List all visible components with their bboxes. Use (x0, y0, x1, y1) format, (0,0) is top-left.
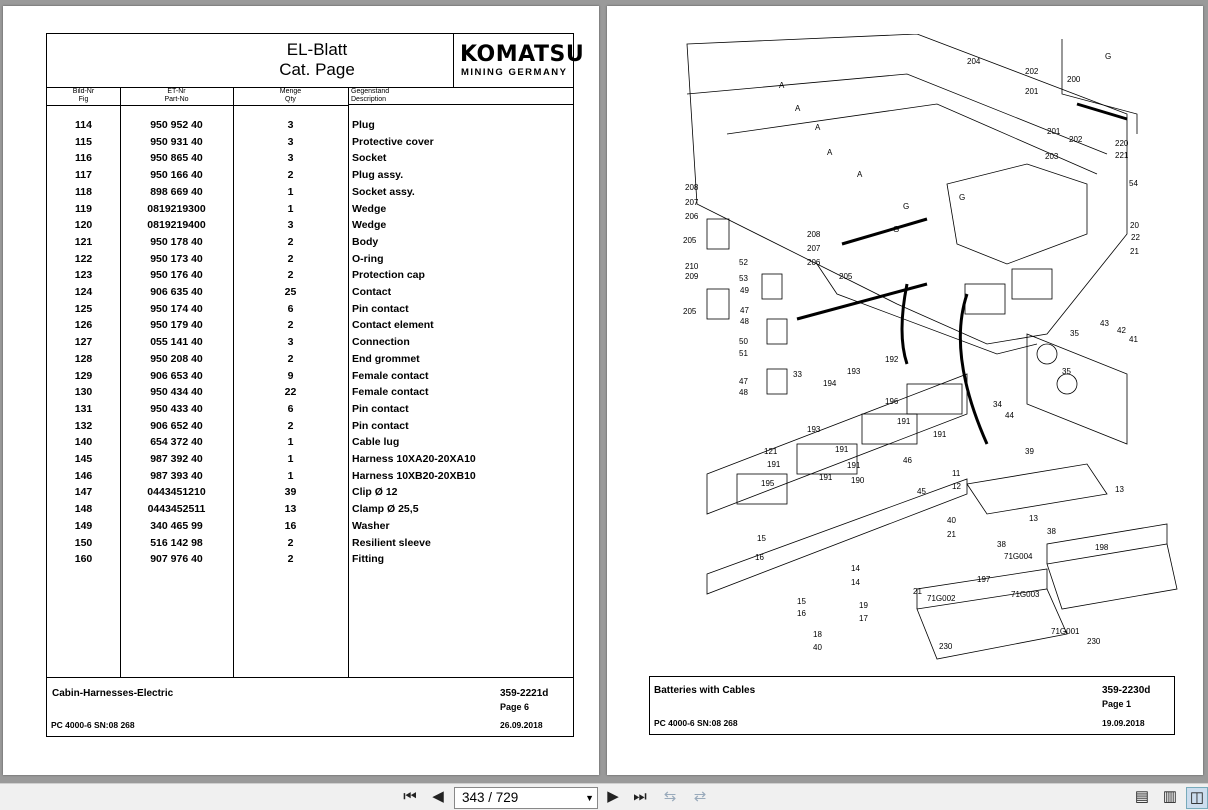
cell-qty: 3 (287, 135, 294, 148)
callout-label: 205 (839, 272, 853, 281)
callout-label: 34 (993, 400, 1002, 409)
callout-label: A (815, 123, 821, 132)
single-page-view-icon[interactable]: ▤ (1134, 788, 1150, 805)
cell-fig: 114 (75, 119, 92, 131)
callout-label: 204 (967, 57, 981, 66)
battery (965, 284, 1005, 314)
callout-label: 191 (933, 430, 947, 439)
callout-label: 38 (997, 540, 1006, 549)
callout-label: 13 (1115, 485, 1124, 494)
callout-label: G (893, 225, 900, 234)
table-row (47, 334, 573, 350)
callout-label: 205 (683, 307, 697, 316)
callout-label: 49 (740, 286, 749, 295)
cell-part-no: 950 176 40 (150, 269, 203, 282)
cell-description: Clip Ø 12 (352, 486, 398, 499)
cell-fig: 121 (74, 235, 93, 248)
cell-qty: 2 (287, 553, 294, 566)
cell-qty: 1 (287, 436, 294, 449)
battery-tray (947, 164, 1087, 264)
table-row (47, 117, 573, 133)
parts-list-sheet (46, 33, 585, 737)
go-back-icon[interactable]: ⇆ (663, 788, 677, 805)
cell-qty: 6 (287, 402, 294, 415)
callout-label: 21 (1130, 247, 1139, 256)
cell-qty: 3 (287, 336, 294, 349)
clamp-part (707, 289, 729, 319)
battery (1047, 544, 1177, 609)
footer-page: Page 1 (1102, 699, 1132, 709)
callout-label: 40 (947, 516, 956, 525)
callout-label: 50 (739, 337, 748, 346)
cell-description: Socket assy. (352, 185, 415, 198)
callout-label: 191 (767, 460, 781, 469)
callout-label: 202 (1069, 135, 1083, 144)
cell-fig: 150 (74, 536, 93, 549)
column-header-desc (348, 88, 573, 105)
callout-label: 16 (755, 553, 764, 562)
cell-fig: 130 (74, 386, 93, 399)
table-row (47, 384, 573, 400)
cell-qty: 2 (287, 169, 294, 182)
footer-page: Page 6 (500, 702, 530, 712)
cell-part-no: 906 635 40 (150, 286, 203, 298)
callout-label: 21 (913, 587, 922, 596)
cell-description: Contact element (352, 319, 434, 332)
footer-code: 359-2221d (500, 688, 549, 699)
table-row (47, 418, 573, 434)
callout-label: 210 (685, 262, 699, 271)
callout-label: 38 (1047, 527, 1056, 536)
leader-arrow (902, 284, 907, 364)
cell-description: Protective cover (352, 135, 434, 148)
cell-description: Wedge (352, 202, 387, 215)
battery (1012, 269, 1052, 299)
callout-label: 198 (1095, 543, 1109, 552)
frame-beam (687, 74, 1107, 154)
cell-fig: 115 (75, 135, 92, 148)
column-header-de: ET-Nr (167, 88, 186, 95)
chevron-down-icon[interactable]: ▼ (585, 793, 594, 803)
cell-part-no: 950 208 40 (150, 352, 203, 365)
callout-label: 17 (859, 614, 868, 623)
cell-fig: 123 (74, 269, 93, 282)
cell-description: Pin contact (352, 402, 409, 415)
cell-fig: 118 (75, 185, 92, 198)
cell-description: Pin contact (352, 419, 409, 432)
title-line-1: EL-Blatt (286, 40, 348, 59)
footer-code: 359-2230d (1102, 685, 1151, 696)
cell-fig: 117 (75, 169, 92, 182)
continuous-view-icon[interactable]: ▥ (1162, 788, 1178, 805)
callout-label: 203 (1045, 152, 1059, 161)
cell-fig: 147 (74, 486, 93, 499)
callout-label: 21 (947, 530, 956, 539)
terminal-block (907, 384, 962, 414)
table-row (47, 134, 573, 150)
callout-label: 71G002 (927, 594, 956, 603)
switch-bracket (1027, 334, 1127, 444)
cell-description: O-ring (352, 252, 384, 265)
first-page-icon[interactable]: ⏮ (403, 788, 417, 805)
cell-description: Female contact (352, 369, 429, 382)
callout-label: G (959, 193, 966, 202)
catalog-page-right (607, 6, 1203, 775)
cell-fig: 122 (74, 252, 93, 265)
callout-label: 190 (851, 476, 865, 485)
footer-group: Batteries with Cables (654, 685, 756, 696)
cell-qty: 25 (284, 286, 297, 298)
sheet-header (47, 34, 585, 88)
cell-qty: 3 (287, 219, 294, 232)
clamp-part (707, 219, 729, 249)
logo-subtitle: MINING GERMANY (461, 67, 568, 78)
page-indicator: 343 / 729 (462, 790, 519, 805)
callout-label: 51 (739, 349, 748, 358)
cell-fig: 128 (74, 352, 93, 365)
cell-part-no: 950 179 40 (150, 319, 203, 332)
pdf-viewer-toolbar (0, 783, 1208, 810)
table-row (47, 518, 573, 534)
cell-part-no: 654 372 40 (150, 436, 203, 449)
cell-qty: 16 (284, 519, 297, 532)
callout-label: A (857, 170, 863, 179)
cell-fig: 119 (75, 202, 92, 215)
callout-label: 53 (739, 274, 748, 283)
table-row (47, 451, 573, 467)
go-forward-icon[interactable]: ⇄ (693, 788, 707, 805)
column-header-qty (233, 88, 348, 106)
callout-label: 46 (903, 456, 912, 465)
callout-label: 201 (1025, 87, 1039, 96)
callout-label: A (779, 81, 785, 90)
cell-qty: 13 (284, 503, 297, 516)
column-header-en: Fig (78, 96, 89, 103)
cell-description: Pin contact (352, 302, 409, 315)
cell-fig: 120 (74, 219, 93, 232)
callout-label: 191 (835, 445, 849, 454)
callout-label: 40 (813, 643, 822, 652)
cell-part-no: 0819219300 (147, 202, 206, 215)
callout-label: 19 (859, 601, 868, 610)
cell-fig: 131 (74, 402, 93, 415)
cell-part-no: 906 652 40 (150, 419, 203, 432)
callout-label: 121 (764, 447, 778, 456)
callout-label: 42 (1117, 326, 1126, 335)
table-row (47, 301, 573, 317)
table-row (47, 468, 573, 484)
callout-label: 71G004 (1004, 552, 1033, 561)
callout-label: 230 (939, 642, 953, 651)
mounting-rail (707, 479, 967, 594)
cell-part-no: 0819219400 (147, 219, 206, 232)
callout-label: 207 (807, 244, 821, 253)
cell-fig: 127 (74, 336, 93, 349)
cell-qty: 2 (287, 419, 294, 432)
callout-label: 39 (1025, 447, 1034, 456)
callout-label: 209 (685, 272, 699, 281)
cell-qty: 1 (287, 202, 294, 215)
table-row (47, 484, 573, 500)
cell-description: Harness 10XA20-20XA10 (352, 453, 476, 465)
callout-label: 18 (813, 630, 822, 639)
table-row (47, 501, 573, 517)
disconnect-switch (1057, 374, 1077, 394)
callout-label: 71G003 (1011, 590, 1040, 599)
callout-label: 202 (1025, 67, 1039, 76)
cell-part-no: 950 952 40 (150, 119, 203, 131)
callout-label: 47 (740, 306, 749, 315)
cell-qty: 2 (287, 252, 294, 265)
sheet-footer (47, 677, 573, 737)
page-number-input[interactable] (454, 787, 598, 809)
cell-description: Contact (352, 286, 392, 298)
cell-qty: 2 (287, 536, 294, 549)
logo-wordmark: KOMATSU (460, 42, 585, 67)
disconnect-switch (1037, 344, 1057, 364)
cell-description: Protection cap (352, 269, 425, 282)
callout-label: 195 (761, 479, 775, 488)
prev-page-icon[interactable]: ◀ (432, 788, 444, 805)
cover-plate (967, 464, 1107, 514)
table-row (47, 217, 573, 233)
cell-description: Plug assy. (352, 169, 404, 182)
column-header-fig (47, 88, 120, 106)
cell-fig: 140 (74, 436, 93, 449)
callout-label: G (903, 202, 910, 211)
cell-description: Clamp Ø 25,5 (352, 503, 419, 516)
komatsu-logo (453, 34, 585, 87)
callout-label: 208 (807, 230, 821, 239)
callout-label: 14 (851, 578, 860, 587)
callout-label: 207 (685, 198, 699, 207)
cell-part-no: 516 142 98 (150, 536, 203, 549)
callout-label: 194 (823, 379, 837, 388)
callout-label: 15 (797, 597, 806, 606)
cell-qty: 2 (287, 319, 294, 332)
callout-label: 193 (807, 425, 821, 434)
frame-outline (687, 34, 1127, 344)
footer-date: 26.09.2018 (500, 720, 543, 730)
callout-label: 13 (1029, 514, 1038, 523)
callout-label: 208 (685, 183, 699, 192)
cell-qty: 22 (284, 386, 297, 399)
table-row (47, 251, 573, 267)
callout-label: 197 (977, 575, 991, 584)
callout-label: 35 (1070, 329, 1079, 338)
cell-description: End grommet (352, 352, 420, 365)
cell-description: Cable lug (352, 436, 400, 449)
cell-qty: 6 (287, 302, 294, 315)
callout-label: 205 (683, 236, 697, 245)
cell-part-no: 950 865 40 (150, 152, 203, 165)
callout-label: 196 (885, 397, 899, 406)
cell-part-no: 0443451210 (147, 486, 206, 499)
cell-part-no: 950 178 40 (150, 235, 203, 248)
callout-label: 200 (1067, 75, 1081, 84)
footer-group: Cabin-Harnesses-Electric (52, 688, 174, 699)
footer-machine: PC 4000-6 SN:08 268 (51, 720, 135, 730)
callout-label: 16 (797, 609, 806, 618)
cell-description: Resilient sleeve (352, 536, 431, 549)
cell-description: Harness 10XB20-20XB10 (352, 469, 476, 482)
cell-description: Washer (352, 519, 390, 532)
cell-part-no: 907 976 40 (150, 553, 203, 566)
cell-part-no: 898 669 40 (150, 185, 203, 198)
callout-label: 33 (793, 370, 802, 379)
cell-qty: 3 (287, 119, 294, 131)
cell-fig: 129 (74, 369, 93, 382)
cell-qty: 2 (287, 269, 294, 282)
last-page-icon[interactable]: ⏭ (633, 788, 647, 805)
table-row (47, 167, 573, 183)
cell-fig: 148 (74, 503, 93, 516)
cell-part-no: 950 433 40 (150, 402, 203, 415)
table-row (47, 150, 573, 166)
footer-machine: PC 4000-6 SN:08 268 (654, 718, 738, 728)
cell-part-no: 340 465 99 (150, 519, 203, 532)
callout-label: 15 (757, 534, 766, 543)
cell-part-no: 987 392 40 (150, 453, 203, 465)
cell-fig: 146 (74, 469, 93, 482)
callout-label: 191 (847, 461, 861, 470)
cell-fig: 124 (74, 286, 93, 298)
column-header-de: Gegenstand (351, 88, 390, 95)
callout-label: 44 (1005, 411, 1014, 420)
title-line-2: Cat. Page (279, 60, 355, 79)
cell-description: Connection (352, 336, 410, 349)
table-row (47, 401, 573, 417)
callout-label: 14 (851, 564, 860, 573)
cell-part-no: 950 166 40 (150, 169, 203, 182)
callout-label: 191 (897, 417, 911, 426)
callout-label: 220 (1115, 139, 1129, 148)
column-header-de: Menge (279, 88, 302, 95)
cell-description: Socket (352, 152, 387, 165)
column-header-en: Part-No (164, 96, 189, 103)
cell-fig: 116 (75, 152, 92, 165)
page-title (197, 40, 437, 80)
column-header-en: Description (351, 96, 387, 103)
cell-fig: 132 (74, 419, 93, 432)
cell-part-no: 950 174 40 (150, 302, 203, 315)
cell-fig: 126 (74, 319, 93, 332)
callout-label: 230 (1087, 637, 1101, 646)
cell-part-no: 950 434 40 (150, 386, 203, 399)
column-header-de: Bild-Nr (72, 88, 95, 95)
column-header-part (120, 88, 233, 106)
table-row (47, 201, 573, 217)
clamp-part (767, 369, 787, 394)
cell-qty: 1 (287, 469, 294, 482)
callout-label: 191 (819, 473, 833, 482)
callout-label: 48 (740, 317, 749, 326)
footer-date: 19.09.2018 (1102, 718, 1145, 728)
column-header-en: Qty (285, 96, 296, 103)
callout-label: 12 (952, 482, 961, 491)
cell-part-no: 987 393 40 (150, 469, 203, 482)
callout-label: 43 (1100, 319, 1109, 328)
table-row (47, 284, 573, 300)
cell-part-no: 0443452511 (147, 503, 206, 516)
cell-part-no: 906 653 40 (150, 369, 203, 382)
table-row (47, 351, 573, 367)
callout-label: 48 (739, 388, 748, 397)
clamp-part (762, 274, 782, 299)
table-row (47, 267, 573, 283)
cell-part-no: 950 931 40 (150, 135, 203, 148)
table-row (47, 551, 573, 567)
sheet-footer-right (649, 676, 1175, 735)
leader-arrow (842, 219, 927, 244)
frame-beam (727, 104, 1097, 174)
cell-fig: 160 (74, 553, 93, 566)
cell-description: Wedge (352, 219, 387, 232)
table-row (47, 535, 573, 551)
callout-label: 11 (952, 469, 961, 478)
table-row (47, 434, 573, 450)
catalog-page-left (3, 6, 599, 775)
cell-description: Female contact (352, 386, 429, 399)
callout-label: G (1105, 52, 1112, 61)
callout-label: 47 (739, 377, 748, 386)
callout-label: 45 (917, 487, 926, 496)
cell-qty: 1 (287, 453, 294, 465)
callout-label: 22 (1131, 233, 1140, 242)
cell-description: Fitting (352, 553, 385, 566)
callout-label: 41 (1129, 335, 1138, 344)
cell-fig: 145 (74, 453, 93, 465)
cell-fig: 149 (74, 519, 93, 532)
callout-label: 71G001 (1051, 627, 1080, 636)
cell-description: Plug (352, 119, 375, 131)
cell-qty: 3 (287, 152, 294, 165)
callout-label: 193 (847, 367, 861, 376)
callout-label: 35 (1062, 367, 1071, 376)
clamp-part (767, 319, 787, 344)
next-page-icon[interactable]: ▶ (607, 788, 619, 805)
cell-qty: 39 (284, 486, 297, 499)
callout-label: A (827, 148, 833, 157)
callout-label: 206 (685, 212, 699, 221)
cell-part-no: 950 173 40 (150, 252, 203, 265)
callout-label: 52 (739, 258, 748, 267)
cell-qty: 2 (287, 352, 294, 365)
exploded-view-drawing (667, 34, 1187, 674)
cell-part-no: 055 141 40 (150, 336, 203, 349)
callout-label: 54 (1129, 179, 1138, 188)
callout-label: 201 (1047, 127, 1061, 136)
callout-label: 221 (1115, 151, 1129, 160)
callout-label: A (795, 104, 801, 113)
two-page-view-icon[interactable]: ◫ (1186, 787, 1208, 809)
table-row (47, 234, 573, 250)
cell-description: Body (352, 235, 379, 248)
leader-arrow (960, 294, 987, 444)
callout-label: 206 (807, 258, 821, 267)
cell-qty: 9 (287, 369, 294, 382)
cell-qty: 2 (287, 235, 294, 248)
table-row (47, 184, 573, 200)
cell-qty: 1 (287, 185, 294, 198)
callout-label: 20 (1130, 221, 1139, 230)
callout-label: 192 (885, 355, 899, 364)
table-row (47, 317, 573, 333)
cell-fig: 125 (74, 302, 93, 315)
table-row (47, 368, 573, 384)
